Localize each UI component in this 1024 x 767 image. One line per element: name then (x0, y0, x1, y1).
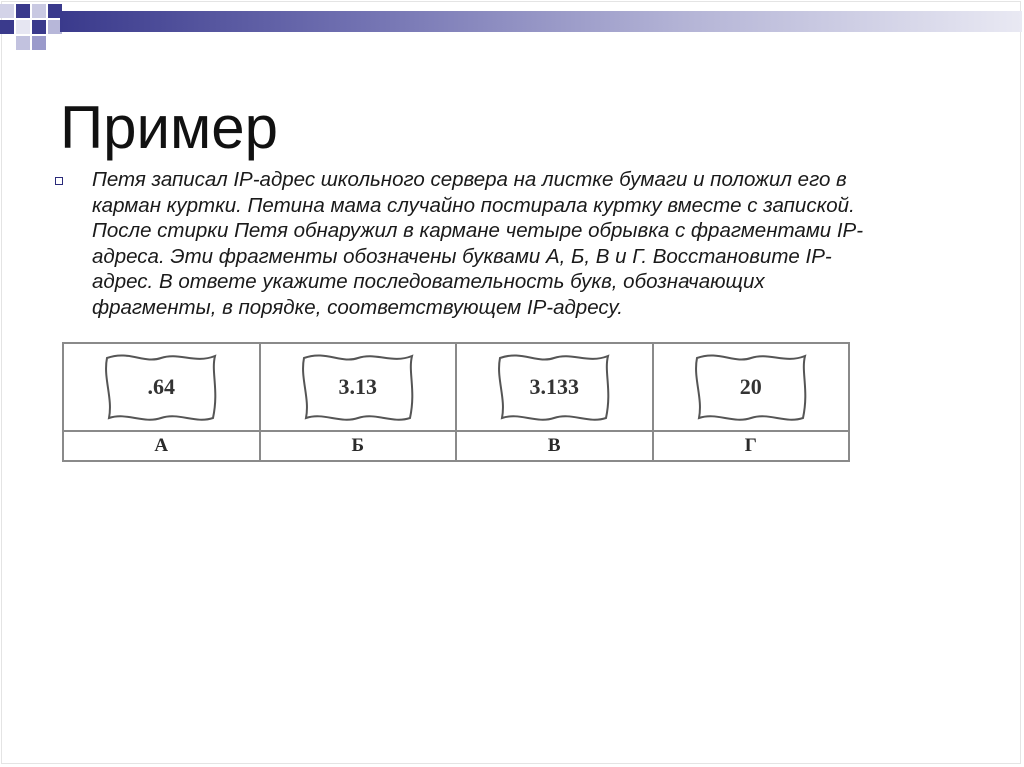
fragment-value: 20 (739, 373, 762, 399)
fragment-letter: В (456, 431, 653, 461)
deco-square (0, 4, 14, 18)
deco-square (32, 4, 46, 18)
deco-square (0, 20, 14, 34)
header-gradient-bar (60, 11, 1022, 32)
fragments-row (63, 343, 849, 431)
paper-scrap (296, 350, 420, 424)
paper-scrap (99, 350, 223, 424)
paper-scrap (492, 350, 616, 424)
fragment-cell (653, 343, 850, 431)
fragment-value: 3.13 (338, 373, 377, 399)
letters-row (63, 431, 849, 461)
hollow-square-bullet-icon (55, 177, 63, 185)
fragments-table (62, 342, 850, 462)
slide-title: Пример (60, 94, 278, 161)
paper-scrap (689, 350, 813, 424)
task-text-line: адрес. В ответе укажите последовательность букв, обозначающих (92, 270, 765, 293)
task-text-line: Петя записал IP-адрес школьного сервера на листке бумаги и положил его в (92, 168, 847, 191)
fragment-cell (63, 343, 260, 431)
fragment-cell (456, 343, 653, 431)
fragment-value: .64 (147, 373, 175, 399)
deco-square (32, 20, 46, 34)
task-text (92, 167, 992, 320)
deco-square (16, 4, 30, 18)
fragment-letter: Б (260, 431, 457, 461)
fragment-letter: А (63, 431, 260, 461)
task-text-line: карман куртки. Петина мама случайно постирала куртку вместе с запиской. (92, 193, 855, 217)
deco-square (16, 20, 30, 34)
fragment-letter: Г (653, 431, 850, 461)
fragment-value: 3.133 (529, 373, 579, 399)
fragment-cell (260, 343, 457, 431)
task-text-line: адреса. Эти фрагменты обозначены буквами А, Б, В и Г. Восстановите IP- (92, 244, 832, 268)
deco-square (16, 36, 30, 50)
deco-square (32, 36, 46, 50)
task-text-line: После стирки Петя обнаружил в кармане четыре обрывка с фрагментами IP- (92, 219, 864, 242)
task-text-line: фрагменты, в порядке, соответствующем IP-адресу. (92, 295, 623, 319)
